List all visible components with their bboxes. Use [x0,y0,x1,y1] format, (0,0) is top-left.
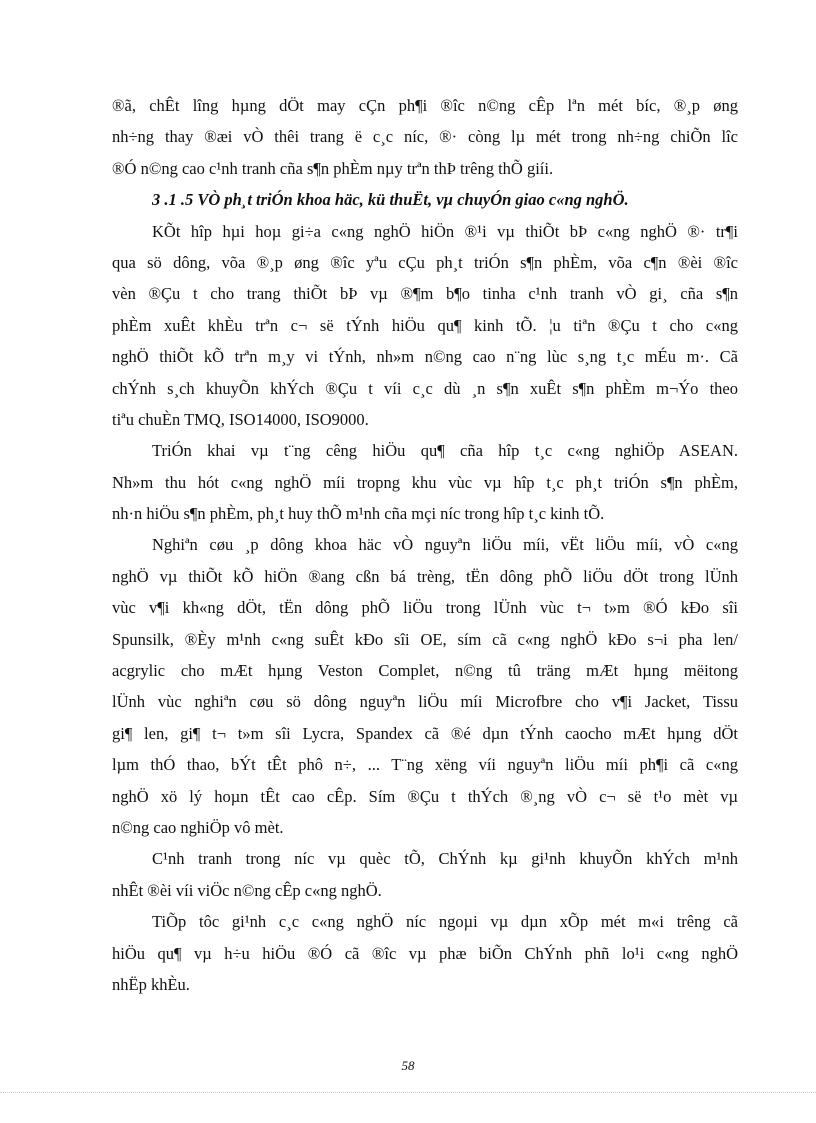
text-line: vùc v¶i kh«ng dÖt, tËn dông phÕ liÖu trong lÜnh vùc t¬ t»m ®Ó kÐo sîi [112,598,738,618]
text-line: nhËp khÈu. [112,974,190,994]
text-line: gi¶ len, gi¶ t¬ t»m sîi Lycra, Spandex cã ®é dµn tÝnh caocho mÆt hµng dÖt [112,723,738,743]
text-line: TriÓn khai vµ t¨ng cêng hiÖu qu¶ cña hîp t¸c c«ng nghiÖp ASEAN. [152,441,738,461]
text-line: ®ã, chÊt lîng hµng dÖt may cÇn ph¶i ®îc n©ng cÊp lªn mét bíc, ®¸p øng [112,96,738,115]
text-line: nghÖ xö lý hoµn tÊt cao cÊp. Sím ®Çu t thÝch ®¸ng vÒ c¬ së t¹o mèt vµ [112,786,738,806]
text-line: nghÖ vµ thiÕt kÕ hiÖn ®ang cßn bá trèng, tËn dông phÕ liÖu dÖt trong lÜnh [112,566,738,586]
page-number: 58 [401,1058,415,1073]
text-line: C¹nh tranh trong níc vµ quèc tÕ, ChÝnh kµ gi¹nh khuyÕn khÝch m¹nh [152,849,738,869]
text-line: n©ng cao nghiÖp vô mèt. [112,817,284,837]
text-line: acgrylic cho mÆt hµng Veston Complet, n©ng tû träng mÆt hµng mëitong [112,661,738,681]
page-edge-divider [0,1092,816,1093]
text-line: phÈm xuÊt khÈu trªn c¬ së tÝnh hiÖu qu¶ kinh tÕ. ¦u tiªn ®Çu t cho c«ng [112,315,738,335]
text-line: chÝnh s¸ch khuyÕn khÝch ®Çu t víi c¸c dù ¸n s¶n xuÊt s¶n phÈm m¬Ýo theo [112,378,738,398]
text-line: nh÷ng thay ®æi vÒ thêi trang ë c¸c níc, ®· còng lµ mét trong nh÷ng chiÕn lîc [112,127,738,147]
text-line: ®Ó n©ng cao c¹nh tranh cña s¶n phÈm nµy trªn thÞ trêng thÕ giíi. [112,158,554,178]
text-line: Nghiªn cøu ¸p dông khoa häc vÒ nguyªn liÖu míi, vËt liÖu míi, vÒ c«ng [152,535,738,555]
text-line: qua sö dông, võa ®¸p øng ®îc yªu cÇu ph¸t triÓn s¶n phÈm, võa c¶n ®èi ®îc [112,252,738,272]
text-line: lµm thÓ thao, bÝt tÊt phô n÷, ... T¨ng xëng víi nguyªn liÖu míi ph¶i cã c«ng [112,755,738,775]
section-heading: 3 .1 .5 VÒ ph¸t triÓn khoa häc, kü thuËt, vµ chuyÓn giao c«ng nghÖ. [152,190,629,210]
text-line: KÕt hîp hµi hoµ gi÷a c«ng nghÖ hiÖn ®¹i vµ thiÕt bÞ c«ng nghÖ ®· tr¶i [152,221,738,241]
text-line: TiÕp tôc gi¹nh c¸c c«ng nghÖ níc ngoµi vµ dµn xÕp mét m«i trêng cã [152,912,738,932]
text-line: hiÖu qu¶ vµ h÷u hiÖu ®Ó cã ®îc vµ phæ biÕn ChÝnh phñ lo¹i c«ng nghÖ [112,943,738,963]
text-line: vèn ®Çu t cho trang thiÕt bÞ vµ ®¶m b¶o tinha c¹nh tranh vÒ gi¸ cña s¶n [112,284,738,304]
text-line: nghÖ thiÕt kÕ trªn m¸y vi tÝnh, nh»m n©ng cao n¨ng lùc s¸ng t¸c mÉu m·. Cã [112,347,738,367]
text-line: Spunsilk, ®Èy m¹nh c«ng suÊt kÐo sîi OE, sím cã c«ng nghÖ kÐo s¬i pha len/ [112,629,738,649]
text-line: Nh»m thu hót c«ng nghÖ míi tropng khu vùc vµ hîp t¸c ph¸t triÓn s¶n phÈm, [112,472,738,492]
text-line: tiªu chuÈn TMQ, ISO14000, ISO9000. [112,409,369,429]
body-text [112,90,738,1000]
text-line: nh·n hiÖu s¶n phÈm, ph¸t huy thÕ m¹nh cña mçi níc trong hîp t¸c kinh tÕ. [112,504,605,524]
text-line: nhÊt ®èi víi viÖc n©ng cÊp c«ng nghÖ. [112,880,382,900]
text-line: lÜnh vùc nghiªn cøu sö dông nguyªn liÖu míi Microfbre cho v¶i Jacket, Tissu [112,692,738,712]
